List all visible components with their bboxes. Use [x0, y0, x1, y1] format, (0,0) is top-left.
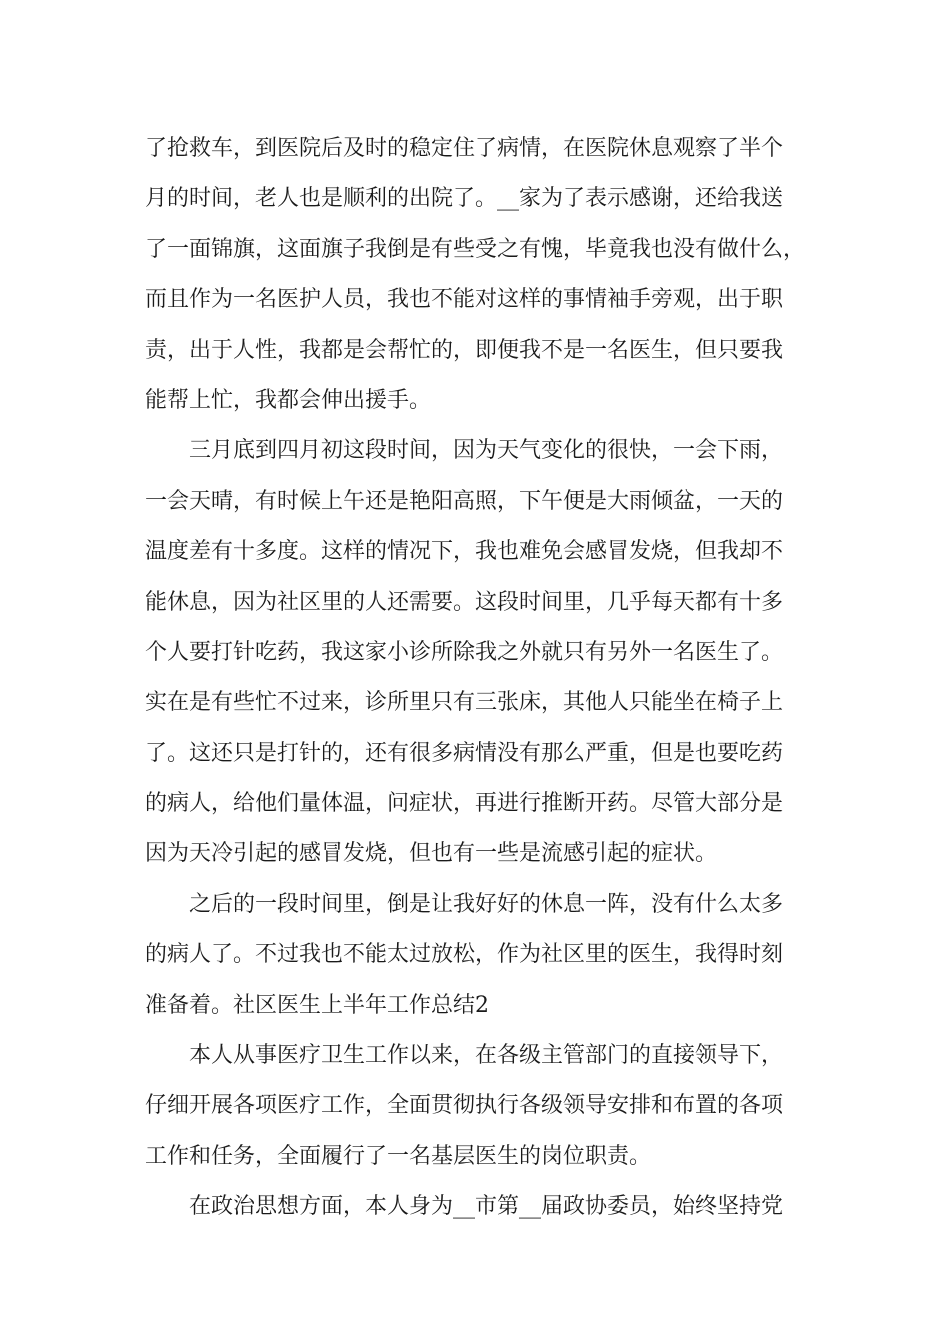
text-line: 月的时间，老人也是顺利的出院了。__家为了表示感谢，还给我送 — [145, 186, 784, 212]
text-line: 了。这还只是打针的，还有很多病情没有那么严重，但是也要吃药 — [145, 740, 784, 766]
text-line: 了抢救车，到医院后及时的稳定住了病情，在医院休息观察了半个 — [145, 136, 784, 161]
text-line: 实在是有些忙不过来，诊所里只有三张床，其他人只能坐在椅子上 — [145, 690, 784, 716]
text-line: 的病人，给他们量体温，问症状，再进行推断开药。尽管大部分是 — [145, 791, 784, 817]
text-line: 之后的一段时间里，倒是让我好好的休息一阵，没有什么太多 — [189, 891, 784, 917]
text-line: 能帮上忙，我都会伸出援手。 — [145, 387, 432, 413]
text-line: 的病人了。不过我也不能太过放松，作为社区里的医生，我得时刻 — [145, 942, 784, 968]
text-line: 工作和任务，全面履行了一名基层医生的岗位职责。 — [145, 1143, 652, 1169]
text-line: 一会天晴，有时候上午还是艳阳高照，下午便是大雨倾盆，一天的 — [145, 488, 784, 514]
text-line: 仔细开展各项医疗工作，全面贯彻执行各级领导安排和布置的各项 — [145, 1093, 784, 1119]
text-line: 能休息，因为社区里的人还需要。这段时间里，几乎每天都有十多 — [145, 589, 784, 615]
text-line: 而且作为一名医护人员，我也不能对这样的事情袖手旁观，出于职 — [145, 287, 784, 313]
text-line: 本人从事医疗卫生工作以来，在各级主管部门的直接领导下， — [189, 1043, 784, 1069]
text-line: 三月底到四月初这段时间，因为天气变化的很快，一会下雨， — [189, 438, 784, 464]
text-line: 在政治思想方面，本人身为__市第__届政协委员，始终坚持党 — [189, 1194, 784, 1220]
text-line: 了一面锦旗，这面旗子我倒是有些受之有愧，毕竟我也没有做什么， — [145, 236, 806, 262]
text-line: 准备着。社区医生上半年工作总结2 — [145, 992, 489, 1018]
text-line: 温度差有十多度。这样的情况下，我也难免会感冒发烧，但我却不 — [145, 539, 784, 565]
text-line: 责，出于人性，我都是会帮忙的，即便我不是一名医生，但只要我 — [145, 337, 784, 363]
text-line: 因为天冷引起的感冒发烧，但也有一些是流感引起的症状。 — [145, 841, 718, 867]
text-line: 个人要打针吃药，我这家小诊所除我之外就只有另外一名医生了。 — [145, 639, 784, 665]
document-body — [145, 124, 813, 1233]
